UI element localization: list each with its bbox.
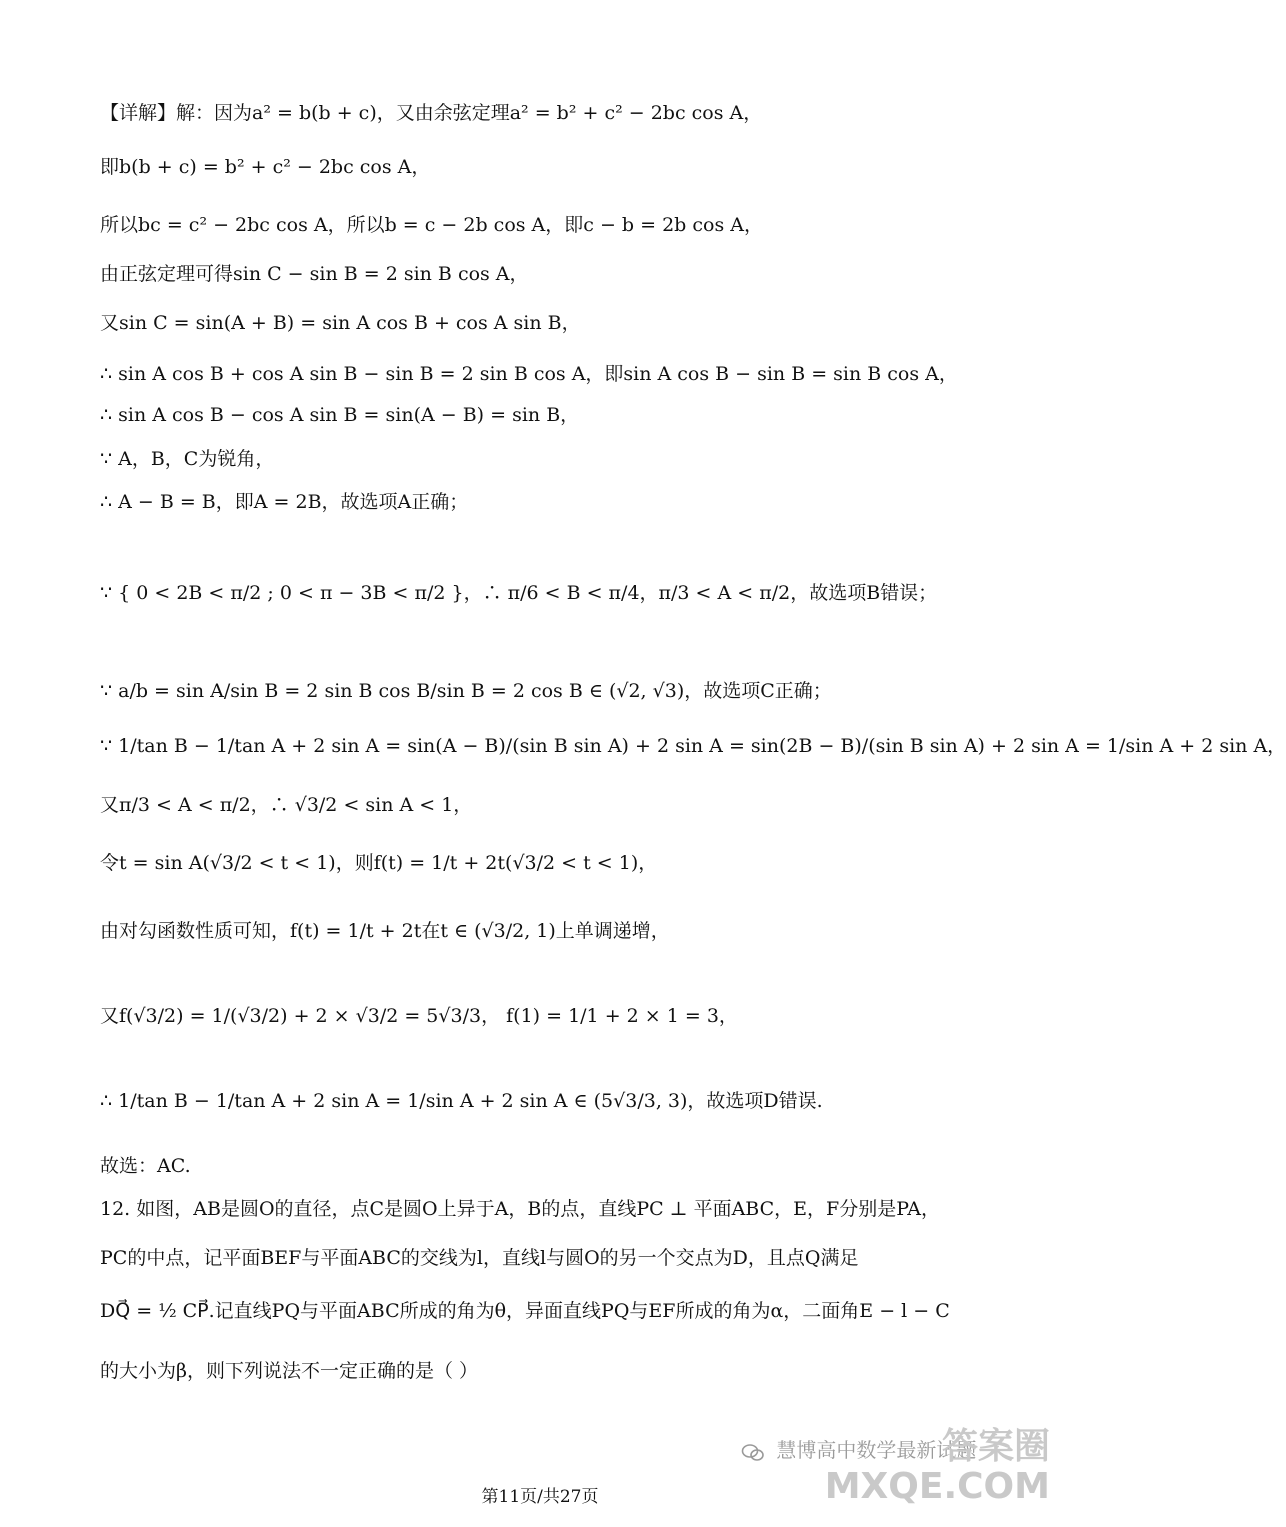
text-line-3: 所以bc = c² − 2bc cos A，所以b = c − 2b cos A，即c − b = 2b cos A， [100, 214, 763, 236]
watermark-logo-text: 答案圈 [941, 1426, 1050, 1467]
text-line-2: 即b(b + c) = b² + c² − 2bc cos A， [100, 156, 431, 178]
text-line-7: ∴ sin A cos B − cos A sin B = sin(A − B) = sin B， [100, 404, 580, 426]
text-line-22: 的大小为β，则下列说法不一定正确的是（ ） [100, 1360, 479, 1382]
text-line-13: 又π/3 < A < π/2，∴ √3/2 < sin A < 1， [100, 794, 473, 816]
text-line-12: ∵ 1/tan B − 1/tan A + 2 sin A = sin(A − B)/(sin B sin A) + 2 sin A = sin(2B − B)/(sin B sin A) + 2 sin A = 1/sin A + 2 sin A， [100, 735, 1286, 757]
text-line-21: DQ⃗ = ½ CP⃗.记直线PQ与平面ABC所成的角为θ，异面直线PQ与EF所成的角为α，二面角E − l − C [100, 1300, 950, 1322]
page-footer: 第11页/共27页 [481, 1487, 599, 1507]
text-line-5: 又sin C = sin(A + B) = sin A cos B + cos A sin B， [100, 312, 581, 334]
text-line-4: 由正弦定理可得sin C − sin B = 2 sin B cos A， [100, 263, 529, 285]
text-line-20: PC的中点，记平面BEF与平面ABC的交线为l，直线l与圆O的另一个交点为D，且点Q满足 [100, 1247, 859, 1269]
text-line-10: ∵ { 0 < 2B < π/2 ; 0 < π − 3B < π/2 }，∴ π/6 < B < π/4，π/3 < A < π/2，故选项B错误； [100, 582, 938, 604]
text-line-9: ∴ A − B = B，即A = 2B，故选项A正确； [100, 491, 469, 513]
text-line-11: ∵ a/b = sin A/sin B = 2 sin B cos B/sin B = 2 cos B ∈ (√2, √3)，故选项C正确； [100, 680, 832, 702]
text-line-6: ∴ sin A cos B + cos A sin B − sin B = 2 sin B cos A，即sin A cos B − sin B = sin B cos A， [100, 363, 958, 385]
text-line-18: 故选：AC. [100, 1155, 191, 1177]
text-line-19: 12. 如图，AB是圆O的直径，点C是圆O上异于A，B的点，直线PC ⊥ 平面ABC，E，F分别是PA， [100, 1198, 940, 1220]
text-line-8: ∵ A，B，C为锐角， [100, 448, 275, 470]
text-line-14: 令t = sin A(√3/2 < t < 1)，则f(t) = 1/t + 2t(√3/2 < t < 1)， [100, 852, 658, 874]
watermark-site-text: MXQE.COM [824, 1466, 1050, 1507]
text-line-16: 又f(√3/2) = 1/(√3/2) + 2 × √3/2 = 5√3/3， f(1) = 1/1 + 2 × 1 = 3， [100, 1005, 738, 1027]
watermark-brand-text: 慧博高中数学最新试题 [776, 1438, 977, 1462]
chat-bubble-icon [742, 1443, 764, 1461]
text-line-17: ∴ 1/tan B − 1/tan A + 2 sin A = 1/sin A + 2 sin A ∈ (5√3/3, 3)，故选项D错误. [100, 1090, 823, 1112]
text-line-15: 由对勾函数性质可知，f(t) = 1/t + 2t在t ∈ (√3/2, 1)上单调递增， [100, 920, 670, 942]
text-line-1: 【详解】解：因为a² = b(b + c)，又由余弦定理a² = b² + c² − 2bc cos A， [100, 102, 763, 124]
